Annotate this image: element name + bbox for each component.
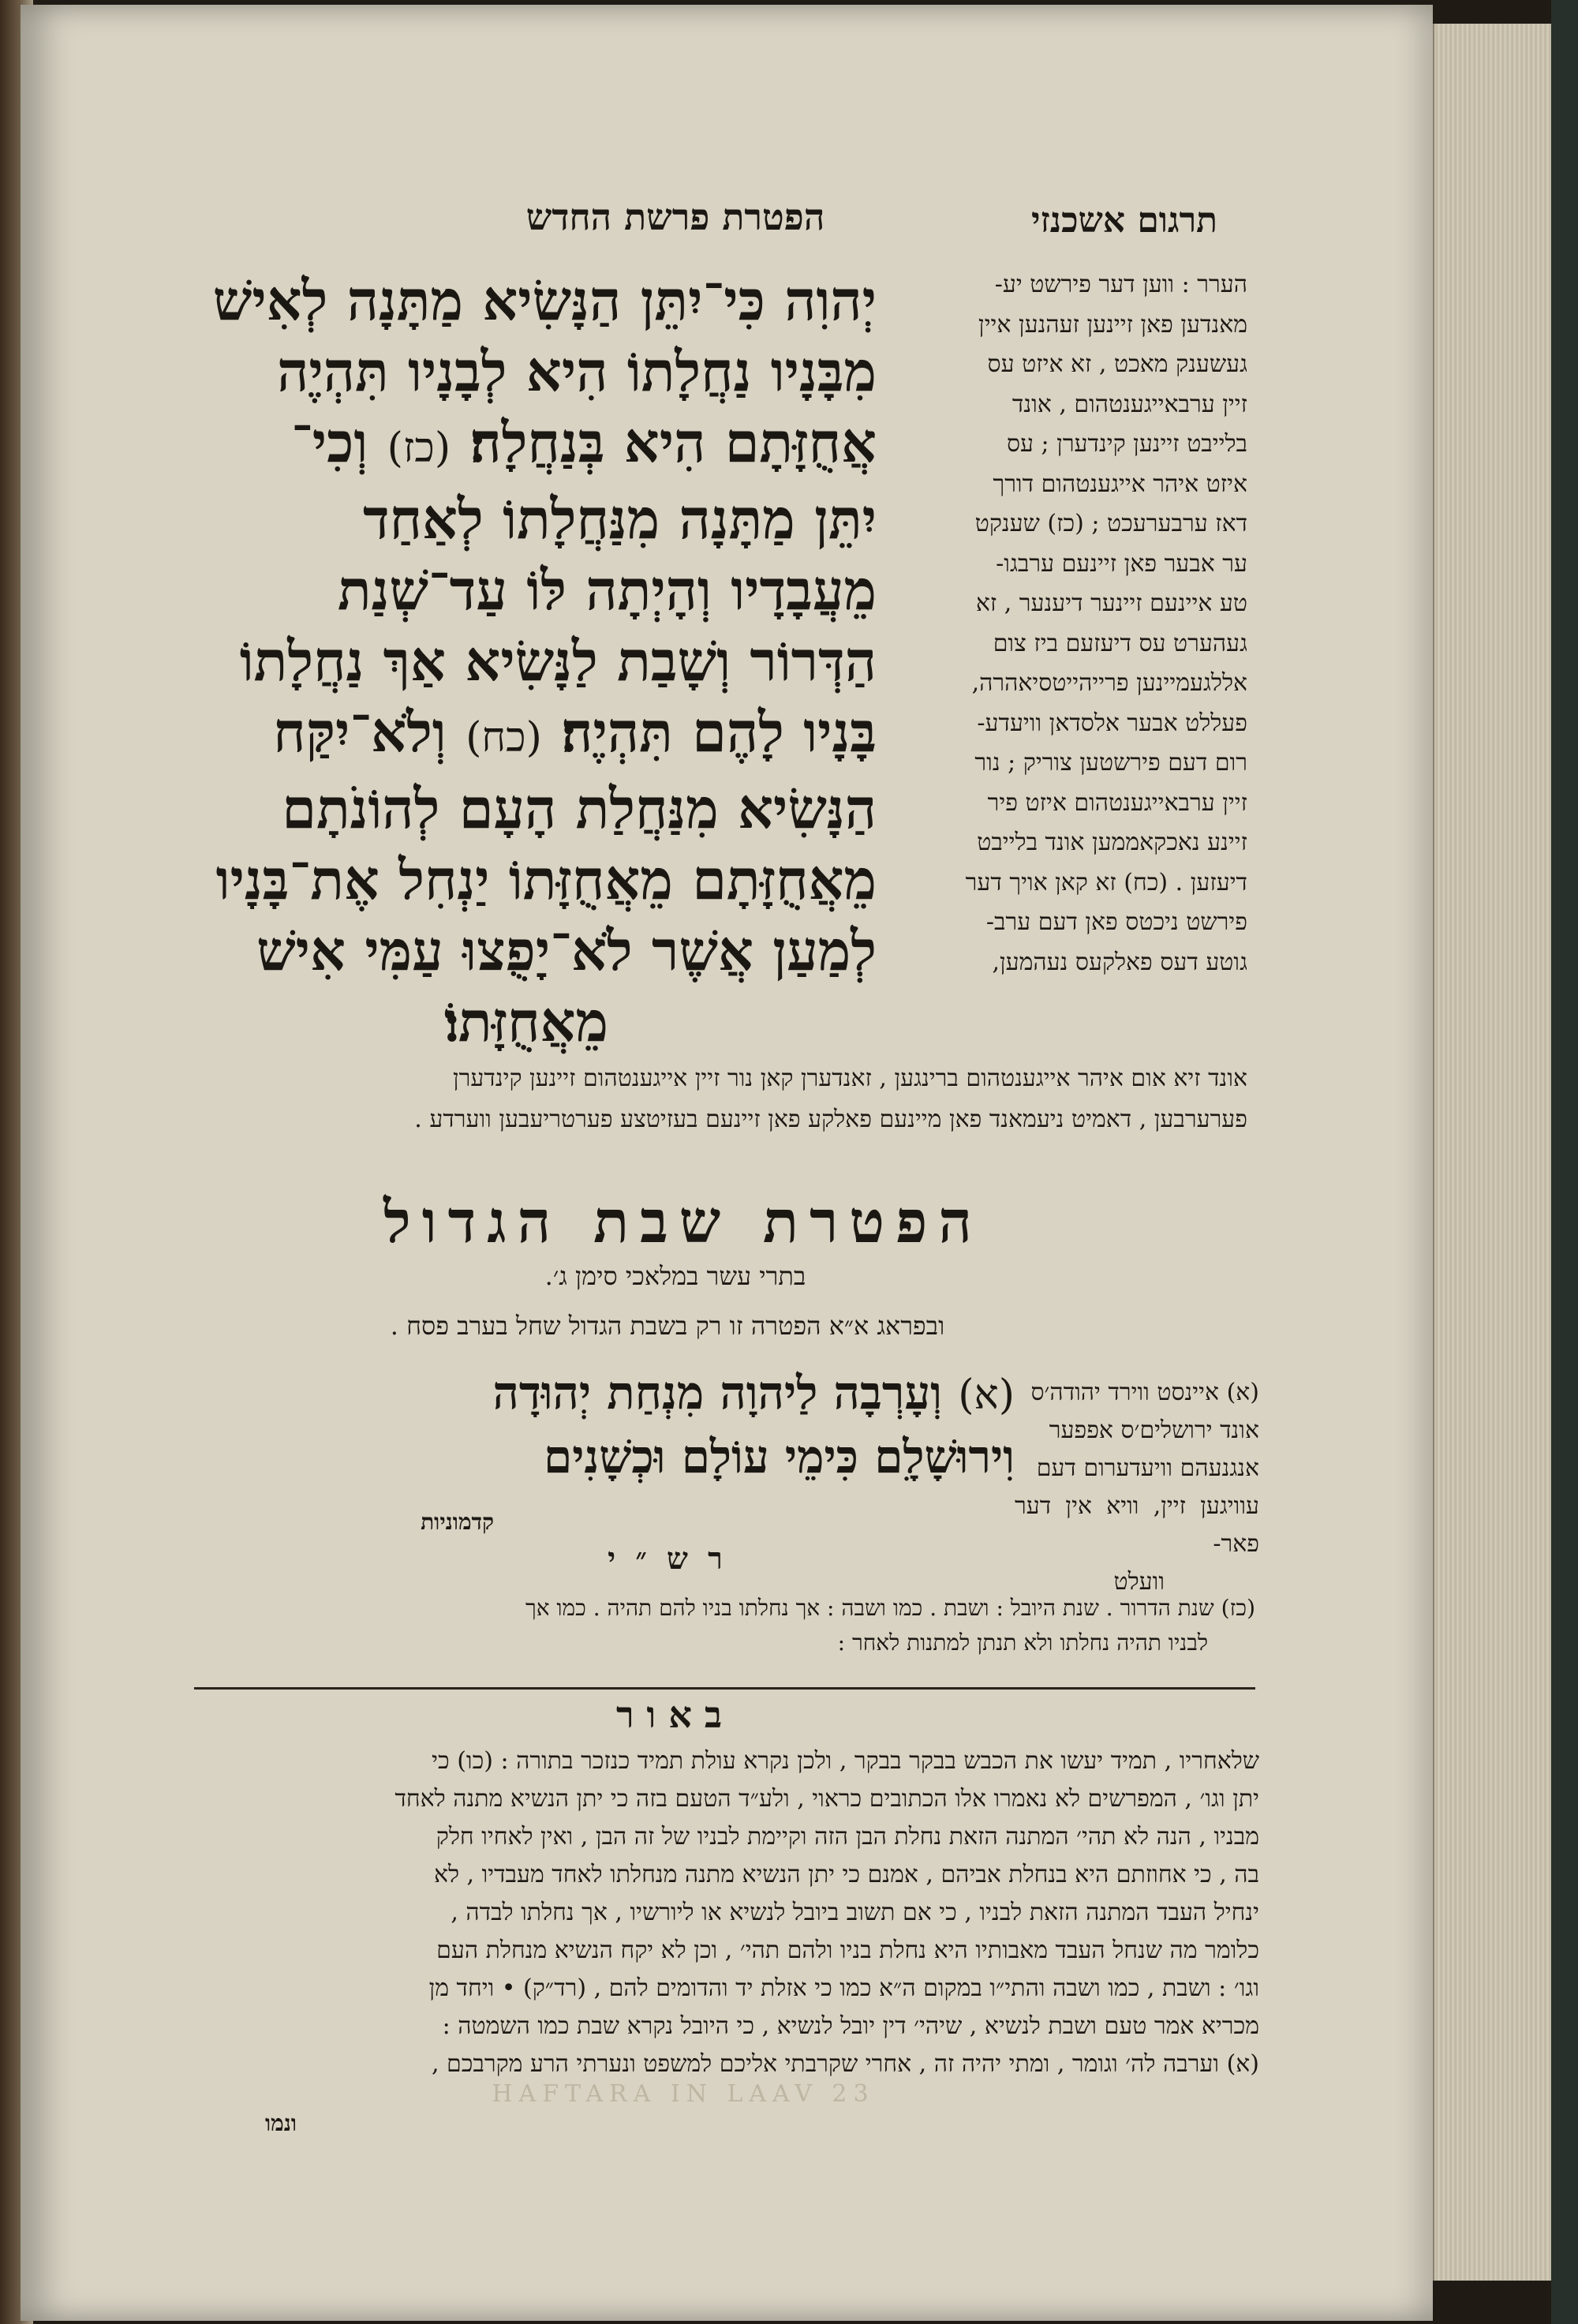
hebrew-verse <box>210 1362 1015 1488</box>
translation-line: אונד ירושלים׳ס אפפער <box>1049 1416 1259 1444</box>
hebrew-line: מֵעֲבָדָיו וְהָיְתָה לּוֹ עַד־שְׁנַת <box>337 557 877 623</box>
translation-line: אנגנעהם וויעדערום דעם <box>1036 1454 1259 1482</box>
biur-commentary <box>190 1742 1259 2083</box>
verse-number: (א) <box>958 1372 1015 1419</box>
translation-line: זיין ערבאייגענטהום , אונד <box>1011 390 1247 418</box>
translation-line: דיעזען . (כח) זא קאן אויך דער <box>965 868 1247 896</box>
bleed-through-text: HAFTARA IN LAAV 23 <box>492 2080 875 2108</box>
rashi-line: לבניו תהיה נחלתו ולא תנתן למתנות לאחר : <box>837 1630 1208 1656</box>
translation-line: דאז ערבערעכט ; (כז) שענקט <box>974 510 1247 537</box>
translation-line: פירשט ניכטס פאן דעם ערב- <box>985 908 1247 936</box>
translation-verse <box>1015 1374 1259 1601</box>
biur-title: באור <box>615 1693 735 1736</box>
hebrew-line: מֵאֲחֻזָּתוֹ׃ <box>444 989 608 1054</box>
hebrew-line <box>166 697 877 773</box>
translation-line: וועלט <box>1113 1568 1165 1596</box>
hebrew-line <box>210 1362 1015 1426</box>
hebrew-line: וִירוּשָׁלָ͏ִם כִּימֵי עוֹלָם וּכְשָׁנִים <box>544 1430 1015 1484</box>
biur-line: כלומר מה שנחל העבד מאבותיו היא נחלת בניו ולהם תהי׳ , וכן לא יקח הנשיא מנחלת העם <box>436 1937 1259 1964</box>
translation-line: אונד זיא אום איהר אייגענטהום ברינגען , זאנדערן קאן נור זיין אייגענטהום זיינען קינדערן <box>453 1065 1247 1092</box>
translation-line: זיין ערבאייגענטהום איזט פיר <box>987 788 1247 817</box>
hebrew-line <box>166 407 877 484</box>
hebrew-text: וְכִי־ <box>290 410 368 475</box>
biur-line: וגו׳ : ושבת , כמו ושבה והתי״ו במקום ה״א כמו כי אזלת יד והדומים להם , (רד״ק) • ויחד מן <box>428 1974 1259 2002</box>
biur-line: בה , כי אחוזתם היא בנחלת אביהם , אמנם כי יתן הנשיא מתנה מנחלתו לאחד מעבדיו , לא <box>433 1861 1259 1888</box>
hebrew-line: לְמַעַן אֲשֶׁר לֹא־יָפֻצוּ עַמִּי אִישׁ <box>256 918 877 983</box>
translation-line: ער אבער פאן זיינעם ערבגו- <box>996 549 1247 578</box>
translation-line: (א) איינסט ווירד יהודה׳ס <box>1030 1379 1259 1406</box>
translation-line: אללגעמיינען פרייהייטסיאהרה, <box>971 669 1247 697</box>
translation-line: פערערבען , דאמיט ניעמאנד פאן מיינעם פאלקע פאן זיינעם בעזיטצע פערטריעבען ווערדע . <box>414 1106 1247 1133</box>
translation-line: זיינע נאכקאממען אונד בלייבט <box>977 829 1247 856</box>
translation-full-lines <box>206 1058 1247 1140</box>
verse-gloss: קדמוניות <box>421 1509 494 1535</box>
rashi-title: ר ש ״ י <box>608 1540 727 1576</box>
translation-line: הערר : ווען דער פירשט יע- <box>994 271 1247 298</box>
translation-line: געשענק מאכט , זא איזט עס <box>987 350 1247 378</box>
hebrew-line: הַנָּשִׂיא מִנַּחֲלַת הָעָם לְהוֹנֹתָם <box>282 776 877 841</box>
biur-line: שלאחריו , תמיד יעשו את הכבש בבקר בבקר , ולכן נקרא עולת תמיד כנזכר בתורה : (כו) כי <box>432 1747 1259 1775</box>
hebrew-text: אֲחֻזָּתָם הִיא בְּנַחֲלָה׃ <box>469 410 877 475</box>
hebrew-column-top <box>166 265 877 1057</box>
translation-line: פעללט אבער אלסדאן וויעדע- <box>977 709 1247 737</box>
translation-line: איזט איהר אייגענטהום דורך <box>993 470 1247 498</box>
biur-line: ינחיל העבד המתנה הזאת לבניו , כי אם תשוב ביובל לנשיא או ליורשיו , אך נחלתו לבדה , <box>451 1899 1259 1926</box>
hebrew-line: הַדְּרוֹר וְשָׁבַת לַנָּשִׂיא אַךְ נַחֲלָתוֹ <box>239 628 877 694</box>
translation-line: בלייבט זיינען קינדערן ; עס <box>1006 430 1247 458</box>
book-cover <box>1551 0 1578 2324</box>
biur-line: יתן וגו׳ , המפרשים לא נאמרו אלו הכתובים כראוי , ולע״ד הטעם בזה כי יתן הנשיא מתנה לאחד <box>394 1785 1259 1813</box>
header-translation-title: תרגום אשכנזי <box>1030 200 1218 241</box>
translation-line: רום דעם פירשטען צוריק ; נור <box>974 749 1247 777</box>
page-edges <box>1433 24 1553 2281</box>
biur-line: מכריא אמר טעם ושבת לנשיא , שיהי׳ דין יובל לנשיא , כי היובל נקרא שבת כמו השמטה : <box>442 2012 1259 2040</box>
translation-line: געהערט עס דיעזעם ביז צום <box>993 629 1247 657</box>
hebrew-text: וְעָרְבָה לַיהוָה מִנְחַת יְהוּדָה <box>492 1366 943 1420</box>
hebrew-line: יִתֵּן מַתָּנָה מִנַּחֲלָתוֹ לְאַחַד <box>362 486 877 552</box>
translation-line: מאנדען פאן זיינען זעהנען איין <box>978 310 1247 339</box>
hebrew-text: וְלֹא־יִקַּח <box>273 699 447 765</box>
translation-line: גוטע דעס פאלקעס נעהמען, <box>992 948 1247 976</box>
hebrew-line: יְהוִה כִּי־יִתֵּן הַנָּשִׂיא מַתָּנָה לְאִישׁ <box>212 268 877 333</box>
biur-line: מבניו , הנה לא תהי׳ המתנה הזאת נחלת הבן הזה וקיימת לבניו של זה הבן , ואין לאחיו חלק <box>436 1823 1259 1851</box>
haftara-title: הפטרת שבת הגדול <box>383 1188 983 1256</box>
verse-number: (כז) <box>387 425 451 472</box>
haftara-note: ובפראג א״א הפטרה זו רק בשבת הגדול שחל בערב פסח . <box>390 1311 945 1341</box>
header-haftara-title: הפטרת פרשת החדש <box>525 196 825 238</box>
rashi-commentary <box>198 1591 1255 1660</box>
hebrew-line: מֵאֲחֻזָּתָם מֵאֲחֻזָּתוֹ יַנְחִל אֶת־בָּנָיו <box>215 847 877 912</box>
hebrew-text: בָּנָיו לָהֶם תִּהְיֶה׃ <box>561 699 877 765</box>
verse-number: (כח) <box>466 714 542 762</box>
section-divider <box>194 1687 1255 1690</box>
hebrew-line: מִבָּנָיו נַחֲלָתוֹ הִיא לְבָנָיו תִּהְיֶה <box>277 339 877 404</box>
translation-line: עוויגען זיין, וויא אין דער פאר- <box>1015 1492 1259 1558</box>
catchword: ונמו <box>264 2110 297 2136</box>
translation-line: טע איינעם זיינער דיענער , זא <box>975 589 1247 617</box>
biur-line: (א) וערבה לה׳ וגומר , ומתי יהיה זה , אחרי שקרבתי אליכם למשפט ונערתי הרע מקרבכם , <box>431 2050 1259 2078</box>
rashi-line: (כז) שנת הדרור . שנת היובל : ושבת . כמו ושבה : אך נחלתו בניו להם תהיה . כמו אך <box>525 1595 1255 1621</box>
haftara-subtitle: בתרי עשר במלאכי סימן ג׳. <box>544 1261 806 1291</box>
translation-column-top <box>908 265 1247 982</box>
page <box>21 5 1433 2321</box>
